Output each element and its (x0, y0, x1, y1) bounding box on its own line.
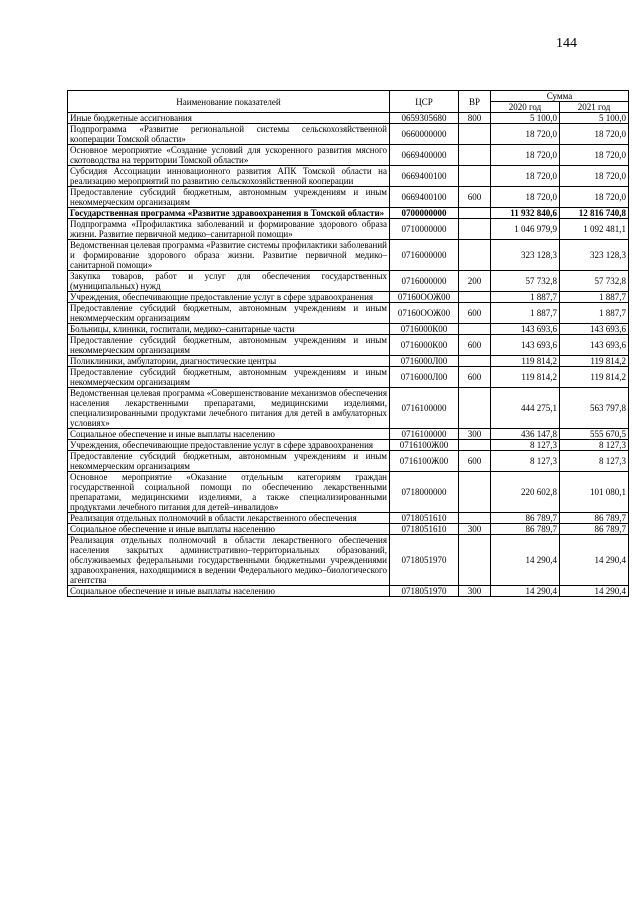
row-csr: 0718051970 (390, 535, 459, 586)
row-sum-2020: 1 887,7 (491, 292, 560, 303)
row-sum-2020: 14 290,4 (491, 535, 560, 586)
row-sum-2020: 436 147,8 (491, 429, 560, 440)
row-csr: 0716000000 (390, 271, 459, 292)
table-row (68, 303, 629, 324)
row-sum-2021: 57 732,8 (560, 271, 629, 292)
row-sum-2020: 11 932 840,6 (491, 208, 560, 219)
row-sum-2021: 1 887,7 (560, 303, 629, 324)
row-sum-2020: 119 814,2 (491, 356, 560, 367)
row-csr: 0716000Л00 (390, 367, 459, 388)
row-csr: 0660000000 (390, 124, 459, 145)
table-row (68, 586, 629, 597)
row-sum-2021: 18 720,0 (560, 187, 629, 208)
row-sum-2021: 563 797,8 (560, 388, 629, 429)
row-sum-2021: 101 080,1 (560, 472, 629, 513)
row-sum-2020: 220 602,8 (491, 472, 560, 513)
row-vr: 300 (459, 429, 491, 440)
row-sum-2020: 14 290,4 (491, 586, 560, 597)
row-sum-2020: 18 720,0 (491, 124, 560, 145)
row-name: Предоставление субсидий бюджетным, автономным учреждениям и иным некоммерческим организациям (68, 335, 390, 356)
row-sum-2021: 119 814,2 (560, 356, 629, 367)
row-name: Ведомственная целевая программа «Развитие системы профилактики заболеваний и формирование здорового образа жизни. Развитие первичной медико–санитарной помощи» (68, 240, 390, 271)
row-vr: 600 (459, 335, 491, 356)
row-vr: 800 (459, 113, 491, 124)
budget-table (67, 90, 629, 597)
row-sum-2021: 143 693,6 (560, 324, 629, 335)
row-name: Учреждения, обеспечивающие предоставление услуг в сфере здравоохранения (68, 292, 390, 303)
header-year-2021: 2021 год (560, 102, 629, 113)
row-sum-2021: 8 127,3 (560, 440, 629, 451)
row-name: Субсидия Ассоциации инновационного развития АПК Томской области на реализацию мероприятий по развитию сельскохозяйственной кооперации (68, 166, 390, 187)
row-csr: 0716100000 (390, 429, 459, 440)
row-csr: 0718051610 (390, 513, 459, 524)
header-csr: ЦСР (390, 91, 459, 113)
table-body (68, 113, 629, 597)
row-sum-2020: 323 128,3 (491, 240, 560, 271)
table-row (68, 324, 629, 335)
row-sum-2020: 119 814,2 (491, 367, 560, 388)
row-sum-2020: 143 693,6 (491, 324, 560, 335)
header-name: Наименование показателей (68, 91, 390, 113)
row-name: Основное мероприятие «Создание условий для ускоренного развития мясного скотоводства на территории Томской области» (68, 145, 390, 166)
table-row (68, 124, 629, 145)
table-row (68, 208, 629, 219)
table-row (68, 166, 629, 187)
row-name: Подпрограмма «Профилактика заболеваний и формирование здорового образа жизни. Развитие первичной медико–санитарной помощи» (68, 219, 390, 240)
row-name: Предоставление субсидий бюджетным, автономным учреждениям и иным некоммерческим организациям (68, 187, 390, 208)
table-row (68, 429, 629, 440)
row-name: Реализация отдельных полномочий в области лекарственного обеспечения населения закрытых административно–территориальных образований, обслуживаемых федеральными государственными бюджетными учреждениями здравоохранения, находящимися в ведении Федерального медико–биологического агентства (68, 535, 390, 586)
row-csr: 0659305680 (390, 113, 459, 124)
row-name: Закупка товаров, работ и услуг для обеспечения государственных (муниципальных) нужд (68, 271, 390, 292)
header-sum: Сумма (491, 91, 629, 102)
row-csr: 0718051970 (390, 586, 459, 597)
row-name: Поликлиники, амбулатории, диагностические центры (68, 356, 390, 367)
row-vr: 600 (459, 187, 491, 208)
row-sum-2021: 18 720,0 (560, 145, 629, 166)
row-csr: 07160ООЖ00 (390, 303, 459, 324)
table-row (68, 187, 629, 208)
row-sum-2020: 18 720,0 (491, 145, 560, 166)
row-csr: 0700000000 (390, 208, 459, 219)
row-sum-2020: 5 100,0 (491, 113, 560, 124)
row-name: Предоставление субсидий бюджетным, автономным учреждениям и иным некоммерческим организациям (68, 451, 390, 472)
row-vr: 300 (459, 586, 491, 597)
row-sum-2020: 18 720,0 (491, 187, 560, 208)
row-name: Реализация отдельных полномочий в области лекарственного обеспечения (68, 513, 390, 524)
row-vr (459, 208, 491, 219)
row-vr (459, 166, 491, 187)
row-sum-2020: 8 127,3 (491, 451, 560, 472)
table-row (68, 535, 629, 586)
row-vr: 600 (459, 367, 491, 388)
row-vr (459, 440, 491, 451)
table-row (68, 292, 629, 303)
row-sum-2021: 14 290,4 (560, 535, 629, 586)
row-name: Социальное обеспечение и иные выплаты населению (68, 586, 390, 597)
table-header (68, 91, 629, 113)
row-vr (459, 324, 491, 335)
table-row (68, 219, 629, 240)
row-csr: 0716000К00 (390, 324, 459, 335)
row-sum-2021: 12 816 740,8 (560, 208, 629, 219)
table-row (68, 113, 629, 124)
table-row (68, 335, 629, 356)
row-sum-2021: 143 693,6 (560, 335, 629, 356)
row-csr: 0710000000 (390, 219, 459, 240)
row-sum-2020: 57 732,8 (491, 271, 560, 292)
row-csr: 0669400100 (390, 166, 459, 187)
row-sum-2020: 1 046 979,9 (491, 219, 560, 240)
table-row (68, 240, 629, 271)
row-vr (459, 240, 491, 271)
row-sum-2021: 8 127,3 (560, 451, 629, 472)
header-year-2020: 2020 год (491, 102, 560, 113)
row-csr: 0718051610 (390, 524, 459, 535)
row-sum-2021: 18 720,0 (560, 166, 629, 187)
row-csr: 0669400000 (390, 145, 459, 166)
row-vr (459, 356, 491, 367)
row-sum-2021: 119 814,2 (560, 367, 629, 388)
row-csr: 0716000К00 (390, 335, 459, 356)
row-sum-2020: 8 127,3 (491, 440, 560, 451)
row-sum-2020: 444 275,1 (491, 388, 560, 429)
table-row (68, 271, 629, 292)
row-vr: 600 (459, 303, 491, 324)
row-name: Предоставление субсидий бюджетным, автономным учреждениям и иным некоммерческим организациям (68, 303, 390, 324)
row-sum-2021: 18 720,0 (560, 124, 629, 145)
row-csr: 0716100Ж00 (390, 440, 459, 451)
row-sum-2020: 1 887,7 (491, 303, 560, 324)
row-name: Иные бюджетные ассигнования (68, 113, 390, 124)
row-vr (459, 145, 491, 166)
row-sum-2020: 86 789,7 (491, 513, 560, 524)
table-row (68, 440, 629, 451)
row-sum-2020: 18 720,0 (491, 166, 560, 187)
row-sum-2021: 86 789,7 (560, 524, 629, 535)
row-sum-2020: 143 693,6 (491, 335, 560, 356)
row-sum-2020: 86 789,7 (491, 524, 560, 535)
row-vr (459, 388, 491, 429)
table-row (68, 451, 629, 472)
row-name: Подпрограмма «Развитие региональной системы сельскохозяйственной кооперации Томской области» (68, 124, 390, 145)
header-vr: ВР (459, 91, 491, 113)
row-sum-2021: 555 670,5 (560, 429, 629, 440)
row-sum-2021: 14 290,4 (560, 586, 629, 597)
table-row (68, 356, 629, 367)
row-csr: 0716100000 (390, 388, 459, 429)
row-csr: 0718000000 (390, 472, 459, 513)
row-sum-2021: 5 100,0 (560, 113, 629, 124)
row-name: Ведомственная целевая программа «Совершенствование механизмов обеспечения населения лекарственными препаратами, медицинскими изделиями, специализированными продуктами лечебного питания для детей в амбулаторных условиях» (68, 388, 390, 429)
table-row (68, 513, 629, 524)
table-row (68, 472, 629, 513)
row-csr: 0669400100 (390, 187, 459, 208)
row-vr (459, 535, 491, 586)
table-row (68, 367, 629, 388)
row-vr (459, 472, 491, 513)
row-vr: 200 (459, 271, 491, 292)
row-name: Государственная программа «Развитие здравоохранения в Томской области» (68, 208, 390, 219)
row-vr: 600 (459, 451, 491, 472)
table-row (68, 388, 629, 429)
row-vr (459, 292, 491, 303)
row-csr: 0716100Ж00 (390, 451, 459, 472)
row-vr: 300 (459, 524, 491, 535)
row-vr (459, 219, 491, 240)
table-row (68, 145, 629, 166)
row-sum-2021: 86 789,7 (560, 513, 629, 524)
row-name: Учреждения, обеспечивающие предоставление услуг в сфере здравоохранения (68, 440, 390, 451)
row-sum-2021: 323 128,3 (560, 240, 629, 271)
row-name: Социальное обеспечение и иные выплаты населению (68, 429, 390, 440)
row-name: Основное мероприятие «Оказание отдельным категориям граждан государственной социальной помощи по обеспечению лекарственными препаратами, медицинскими изделиями, а также специализированными продуктами лечебного питания для детей–инвалидов» (68, 472, 390, 513)
page-number: 144 (556, 36, 577, 51)
row-name: Социальное обеспечение и иные выплаты населению (68, 524, 390, 535)
row-sum-2021: 1 887,7 (560, 292, 629, 303)
row-name: Больницы, клиники, госпитали, медико–санитарные части (68, 324, 390, 335)
row-csr: 0716000000 (390, 240, 459, 271)
row-csr: 0716000Л00 (390, 356, 459, 367)
row-csr: 07160ООЖ00 (390, 292, 459, 303)
table-row (68, 524, 629, 535)
row-sum-2021: 1 092 481,1 (560, 219, 629, 240)
row-vr (459, 124, 491, 145)
row-name: Предоставление субсидий бюджетным, автономным учреждениям и иным некоммерческим организациям (68, 367, 390, 388)
row-vr (459, 513, 491, 524)
